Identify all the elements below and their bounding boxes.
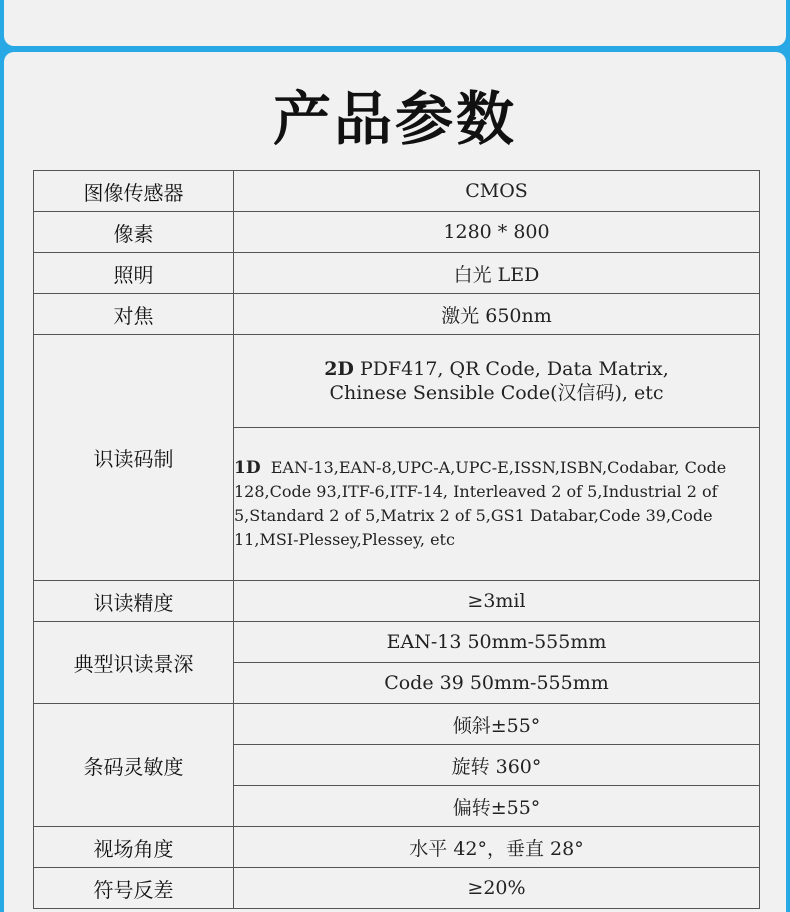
spec-value: 激光 650nm <box>234 294 760 335</box>
1d-text: EAN-13,EAN-8,UPC-A,UPC-E,ISSN,ISBN,Codabar, Code 128,Code 93,ITF-6,ITF-14, Interleaved 2 of 5,Industrial 2 of 5,Standard 2 of 5,Matrix 2 of 5,GS1 Databar,Code 39,Code 11,MSI-Plessey,Plessey, etc <box>234 458 727 549</box>
spec-label: 对焦 <box>34 294 234 335</box>
spec-value-2d <box>234 335 760 428</box>
spec-label: 识读精度 <box>34 581 234 622</box>
table-row <box>34 335 760 428</box>
spec-value: 旋转 360° <box>234 745 760 786</box>
spec-label: 符号反差 <box>34 868 234 909</box>
top-banner-strip <box>4 0 786 46</box>
spec-label: 条码灵敏度 <box>34 704 234 827</box>
table-row <box>34 622 760 663</box>
table-row <box>34 868 760 909</box>
2d-prefix: 2D <box>324 358 354 380</box>
spec-label: 典型识读景深 <box>34 622 234 704</box>
spec-label: 图像传感器 <box>34 171 234 212</box>
table-row <box>34 212 760 253</box>
table-row <box>34 253 760 294</box>
spec-table <box>33 170 760 909</box>
table-row <box>34 294 760 335</box>
2d-line2: Chinese Sensible Code(汉信码), etc <box>329 382 664 404</box>
spec-value: 偏转±55° <box>234 786 760 827</box>
page-title: 产品参数 <box>272 85 517 153</box>
spec-value: CMOS <box>234 171 760 212</box>
spec-value: 倾斜±55° <box>234 704 760 745</box>
spec-value: EAN-13 50mm-555mm <box>234 622 760 663</box>
spec-value-1d <box>234 428 760 581</box>
table-row <box>34 827 760 868</box>
spec-label: 识读码制 <box>34 335 234 581</box>
spec-value: ≥20% <box>234 868 760 909</box>
spec-value: 1280 * 800 <box>234 212 760 253</box>
spec-value: 白光 LED <box>234 253 760 294</box>
spec-label: 照明 <box>34 253 234 294</box>
table-row <box>34 581 760 622</box>
2d-line1: PDF417, QR Code, Data Matrix, <box>359 358 669 380</box>
table-row <box>34 171 760 212</box>
spec-value: ≥3mil <box>234 581 760 622</box>
spec-value: 水平 42°，垂直 28° <box>234 827 760 868</box>
1d-prefix: 1D <box>234 458 261 478</box>
spec-label: 视场角度 <box>34 827 234 868</box>
spec-label: 像素 <box>34 212 234 253</box>
spec-value: Code 39 50mm-555mm <box>234 663 760 704</box>
table-row <box>34 704 760 745</box>
